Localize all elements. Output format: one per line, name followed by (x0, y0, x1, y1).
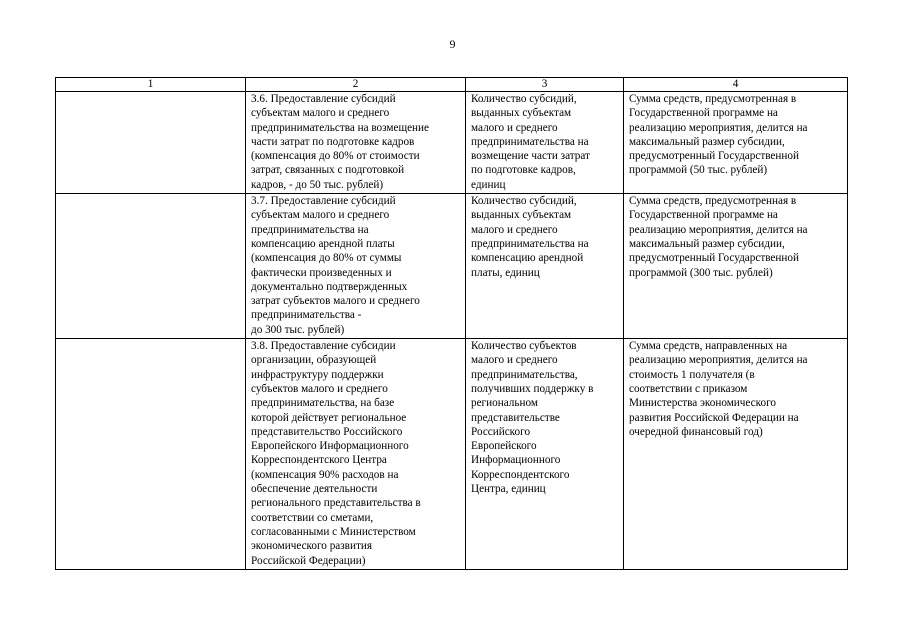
header-col-3: 3 (466, 78, 624, 92)
row-3-6-col-1 (56, 92, 246, 194)
row-3-7-measure: 3.7. Предоставление субсидий субъектам малого и среднего предпринимательства на компенсацию арендной платы (компенсация до 80% от суммы фактически произведенных и документально подтвержденных затрат субъектов малого и среднего предпринимательства - до 300 тыс. рублей) (246, 194, 466, 339)
row-3-6-indicator: Количество субсидий, выданных субъектам малого и среднего предпринимательства на возмещение части затрат по подготовке кадров, единиц (466, 92, 624, 194)
row-3-8-method: Сумма средств, направленных на реализацию мероприятия, делится на стоимость 1 получателя (в соответствии с приказом Министерства экономического развития Российской Федерации на очередной финансовый год) (624, 339, 848, 570)
header-col-1: 1 (56, 78, 246, 92)
row-3-7-method: Сумма средств, предусмотренная в Государственной программе на реализацию мероприятия, делится на максимальный размер субсидии, предусмотренный Государственной программой (300 тыс. рублей) (624, 194, 848, 339)
measures-table (55, 77, 848, 570)
table-row (56, 339, 848, 570)
table-row (56, 92, 848, 194)
table-row (56, 194, 848, 339)
header-col-2: 2 (246, 78, 466, 92)
row-3-8-col-1 (56, 339, 246, 570)
row-3-6-measure: 3.6. Предоставление субсидий субъектам малого и среднего предпринимательства на возмещение части затрат по подготовке кадров (компенсация до 80% от стоимости затрат, связанных с подготовкой кадров, - до 50 тыс. рублей) (246, 92, 466, 194)
header-col-4: 4 (624, 78, 848, 92)
row-3-6-method: Сумма средств, предусмотренная в Государственной программе на реализацию мероприятия, делится на максимальный размер субсидии, предусмотренный Государственной программой (50 тыс. рублей) (624, 92, 848, 194)
row-3-8-measure: 3.8. Предоставление субсидии организации, образующей инфраструктуру поддержки субъектов малого и среднего предпринимательства, на базе которой действует региональное представительство Российского Европейского Информационного Корреспондентского Центра (компенсация 90% расходов на обеспечение деятельности регионального представительства в соответствии со сметами, согласованными с Министерством экономического развития Российской Федерации) (246, 339, 466, 570)
row-3-7-indicator: Количество субсидий, выданных субъектам малого и среднего предпринимательства на компенсацию арендной платы, единиц (466, 194, 624, 339)
row-3-8-indicator: Количество субъектов малого и среднего предпринимательства, получивших поддержку в региональном представительстве Российского Европейского Информационного Корреспондентского Центра, единиц (466, 339, 624, 570)
header-row (56, 78, 848, 92)
row-3-7-col-1 (56, 194, 246, 339)
page-number: 9 (449, 37, 456, 51)
